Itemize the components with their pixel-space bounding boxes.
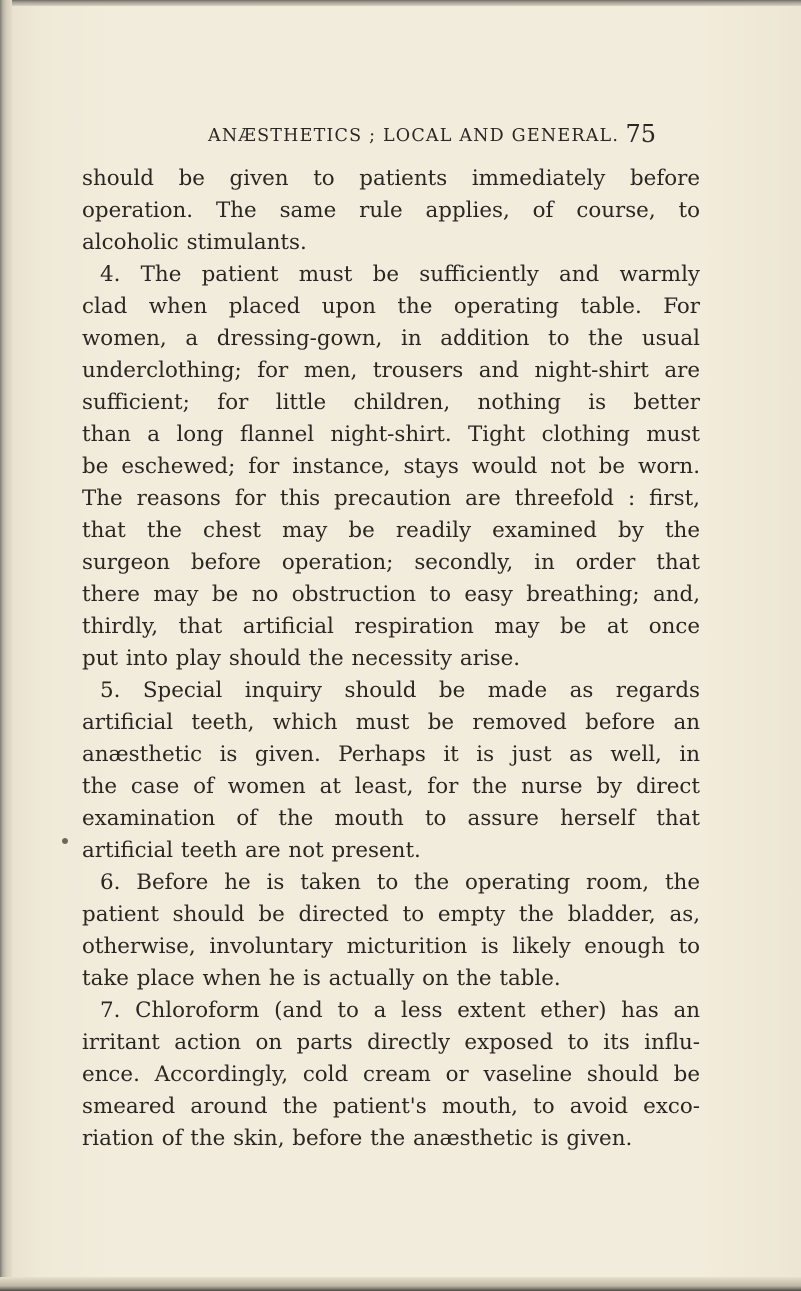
text-line: put into play should the necessity arise. [82, 646, 521, 671]
margin-mark [62, 838, 68, 844]
page-bottom-edge [0, 1277, 801, 1291]
page-header [208, 120, 656, 150]
text-line: surgeon before operation; secondly, in order that [82, 550, 700, 575]
text-line: be eschewed; for instance, stays would not be worn. [82, 454, 700, 479]
text-line: smeared around the patient's mouth, to avoid exco- [82, 1094, 700, 1119]
text-line: underclothing; for men, trousers and night-shirt are [82, 358, 700, 383]
text-line: take place when he is actually on the table. [82, 966, 561, 991]
text-line: than a long flannel night-shirt. Tight clothing must [82, 422, 700, 447]
text-line: clad when placed upon the operating table. For [82, 294, 700, 319]
running-title: ANÆSTHETICS ; LOCAL AND GENERAL. [208, 126, 620, 146]
text-line: the case of women at least, for the nurse by direct [82, 774, 700, 799]
page-top-edge [0, 0, 801, 6]
text-line: 4. The patient must be sufficiently and warmly [100, 262, 700, 287]
text-line: artificial teeth are not present. [82, 838, 421, 863]
text-line: that the chest may be readily examined by the [82, 518, 700, 543]
page-number: 75 [625, 120, 656, 148]
text-line: otherwise, involuntary micturition is likely enough to [82, 934, 700, 959]
text-line: patient should be directed to empty the bladder, as, [82, 902, 700, 927]
text-line: there may be no obstruction to easy breathing; and, [82, 582, 700, 607]
text-line: women, a dressing-gown, in addition to the usual [82, 326, 700, 351]
text-line: alcoholic stimulants. [82, 230, 307, 255]
text-line: examination of the mouth to assure herself that [82, 806, 700, 831]
text-line: riation of the skin, before the anæsthetic is given. [82, 1126, 633, 1151]
text-line: thirdly, that artificial respiration may be at once [82, 614, 700, 639]
page-binding-edge [0, 0, 12, 1291]
text-line: irritant action on parts directly exposed to its influ- [82, 1030, 700, 1055]
text-line: operation. The same rule applies, of course, to [82, 198, 700, 223]
text-line: 5. Special inquiry should be made as regards [100, 678, 700, 703]
text-line: artificial teeth, which must be removed before an [82, 710, 700, 735]
text-line: ence. Accordingly, cold cream or vaseline should be [82, 1062, 700, 1087]
text-line: should be given to patients immediately before [82, 166, 700, 191]
body-text [82, 163, 700, 1155]
text-line: The reasons for this precaution are threefold : first, [82, 486, 700, 511]
text-line: anæsthetic is given. Perhaps it is just as well, in [82, 742, 700, 767]
text-line: sufficient; for little children, nothing is better [82, 390, 700, 415]
text-line: 6. Before he is taken to the operating room, the [100, 870, 700, 895]
text-line: 7. Chloroform (and to a less extent ether) has an [100, 998, 700, 1023]
